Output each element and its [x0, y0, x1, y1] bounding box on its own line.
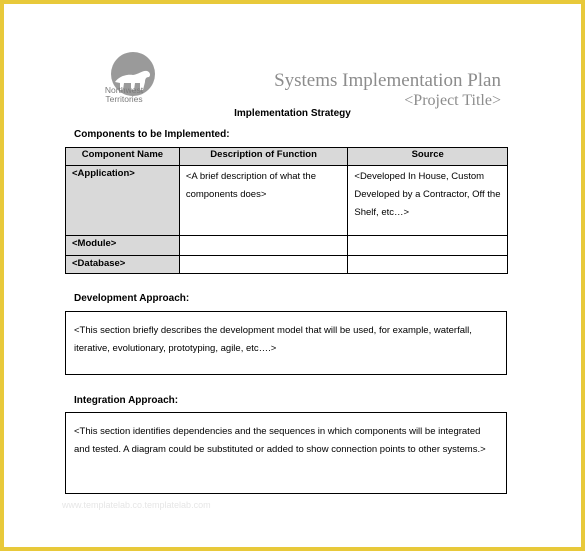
development-label: Development Approach:: [74, 293, 190, 304]
nwt-logo: [89, 52, 169, 112]
column-header: Source: [348, 148, 508, 166]
source-cell: [348, 256, 508, 274]
logo-line1: Northwest: [104, 85, 144, 95]
component-name-cell: <Module>: [66, 236, 180, 256]
components-table: [65, 147, 508, 274]
table-row: [66, 236, 508, 256]
description-cell: [179, 256, 348, 274]
watermark: www.templatelab.co.templatelab.com: [62, 500, 211, 510]
document-page: [4, 4, 581, 547]
integration-label: Integration Approach:: [74, 395, 179, 406]
component-name-cell: <Application>: [66, 166, 180, 236]
development-box: [65, 311, 507, 375]
logo-line2: Territories: [105, 94, 143, 104]
integration-text: <This section identifies dependencies and the sequences in which components will be integrated and tested. A diagram could be substituted or added to show connection points to other systems.>: [74, 426, 486, 455]
integration-box: [65, 412, 507, 494]
description-cell: [179, 236, 348, 256]
table-row: [66, 166, 508, 236]
document-title: Systems Implementation Plan: [274, 70, 501, 91]
column-header: Description of Function: [179, 148, 348, 166]
strategy-heading: Implementation Strategy: [234, 108, 351, 119]
description-cell: <A brief description of what the components does>: [179, 166, 348, 236]
source-cell: <Developed In House, Custom Developed by a Contractor, Off the Shelf, etc…>: [348, 166, 508, 236]
logo-text: [89, 86, 159, 104]
project-title-placeholder: <Project Title>: [404, 92, 501, 109]
source-cell: [348, 236, 508, 256]
component-name-cell: <Database>: [66, 256, 180, 274]
table-header-row: [66, 148, 508, 166]
development-text: <This section briefly describes the development model that will be used, for example, waterfall, iterative, evolutionary, prototyping, agile, etc….>: [74, 325, 472, 354]
table-row: [66, 256, 508, 274]
components-label: Components to be Implemented:: [74, 129, 230, 140]
column-header: Component Name: [66, 148, 180, 166]
